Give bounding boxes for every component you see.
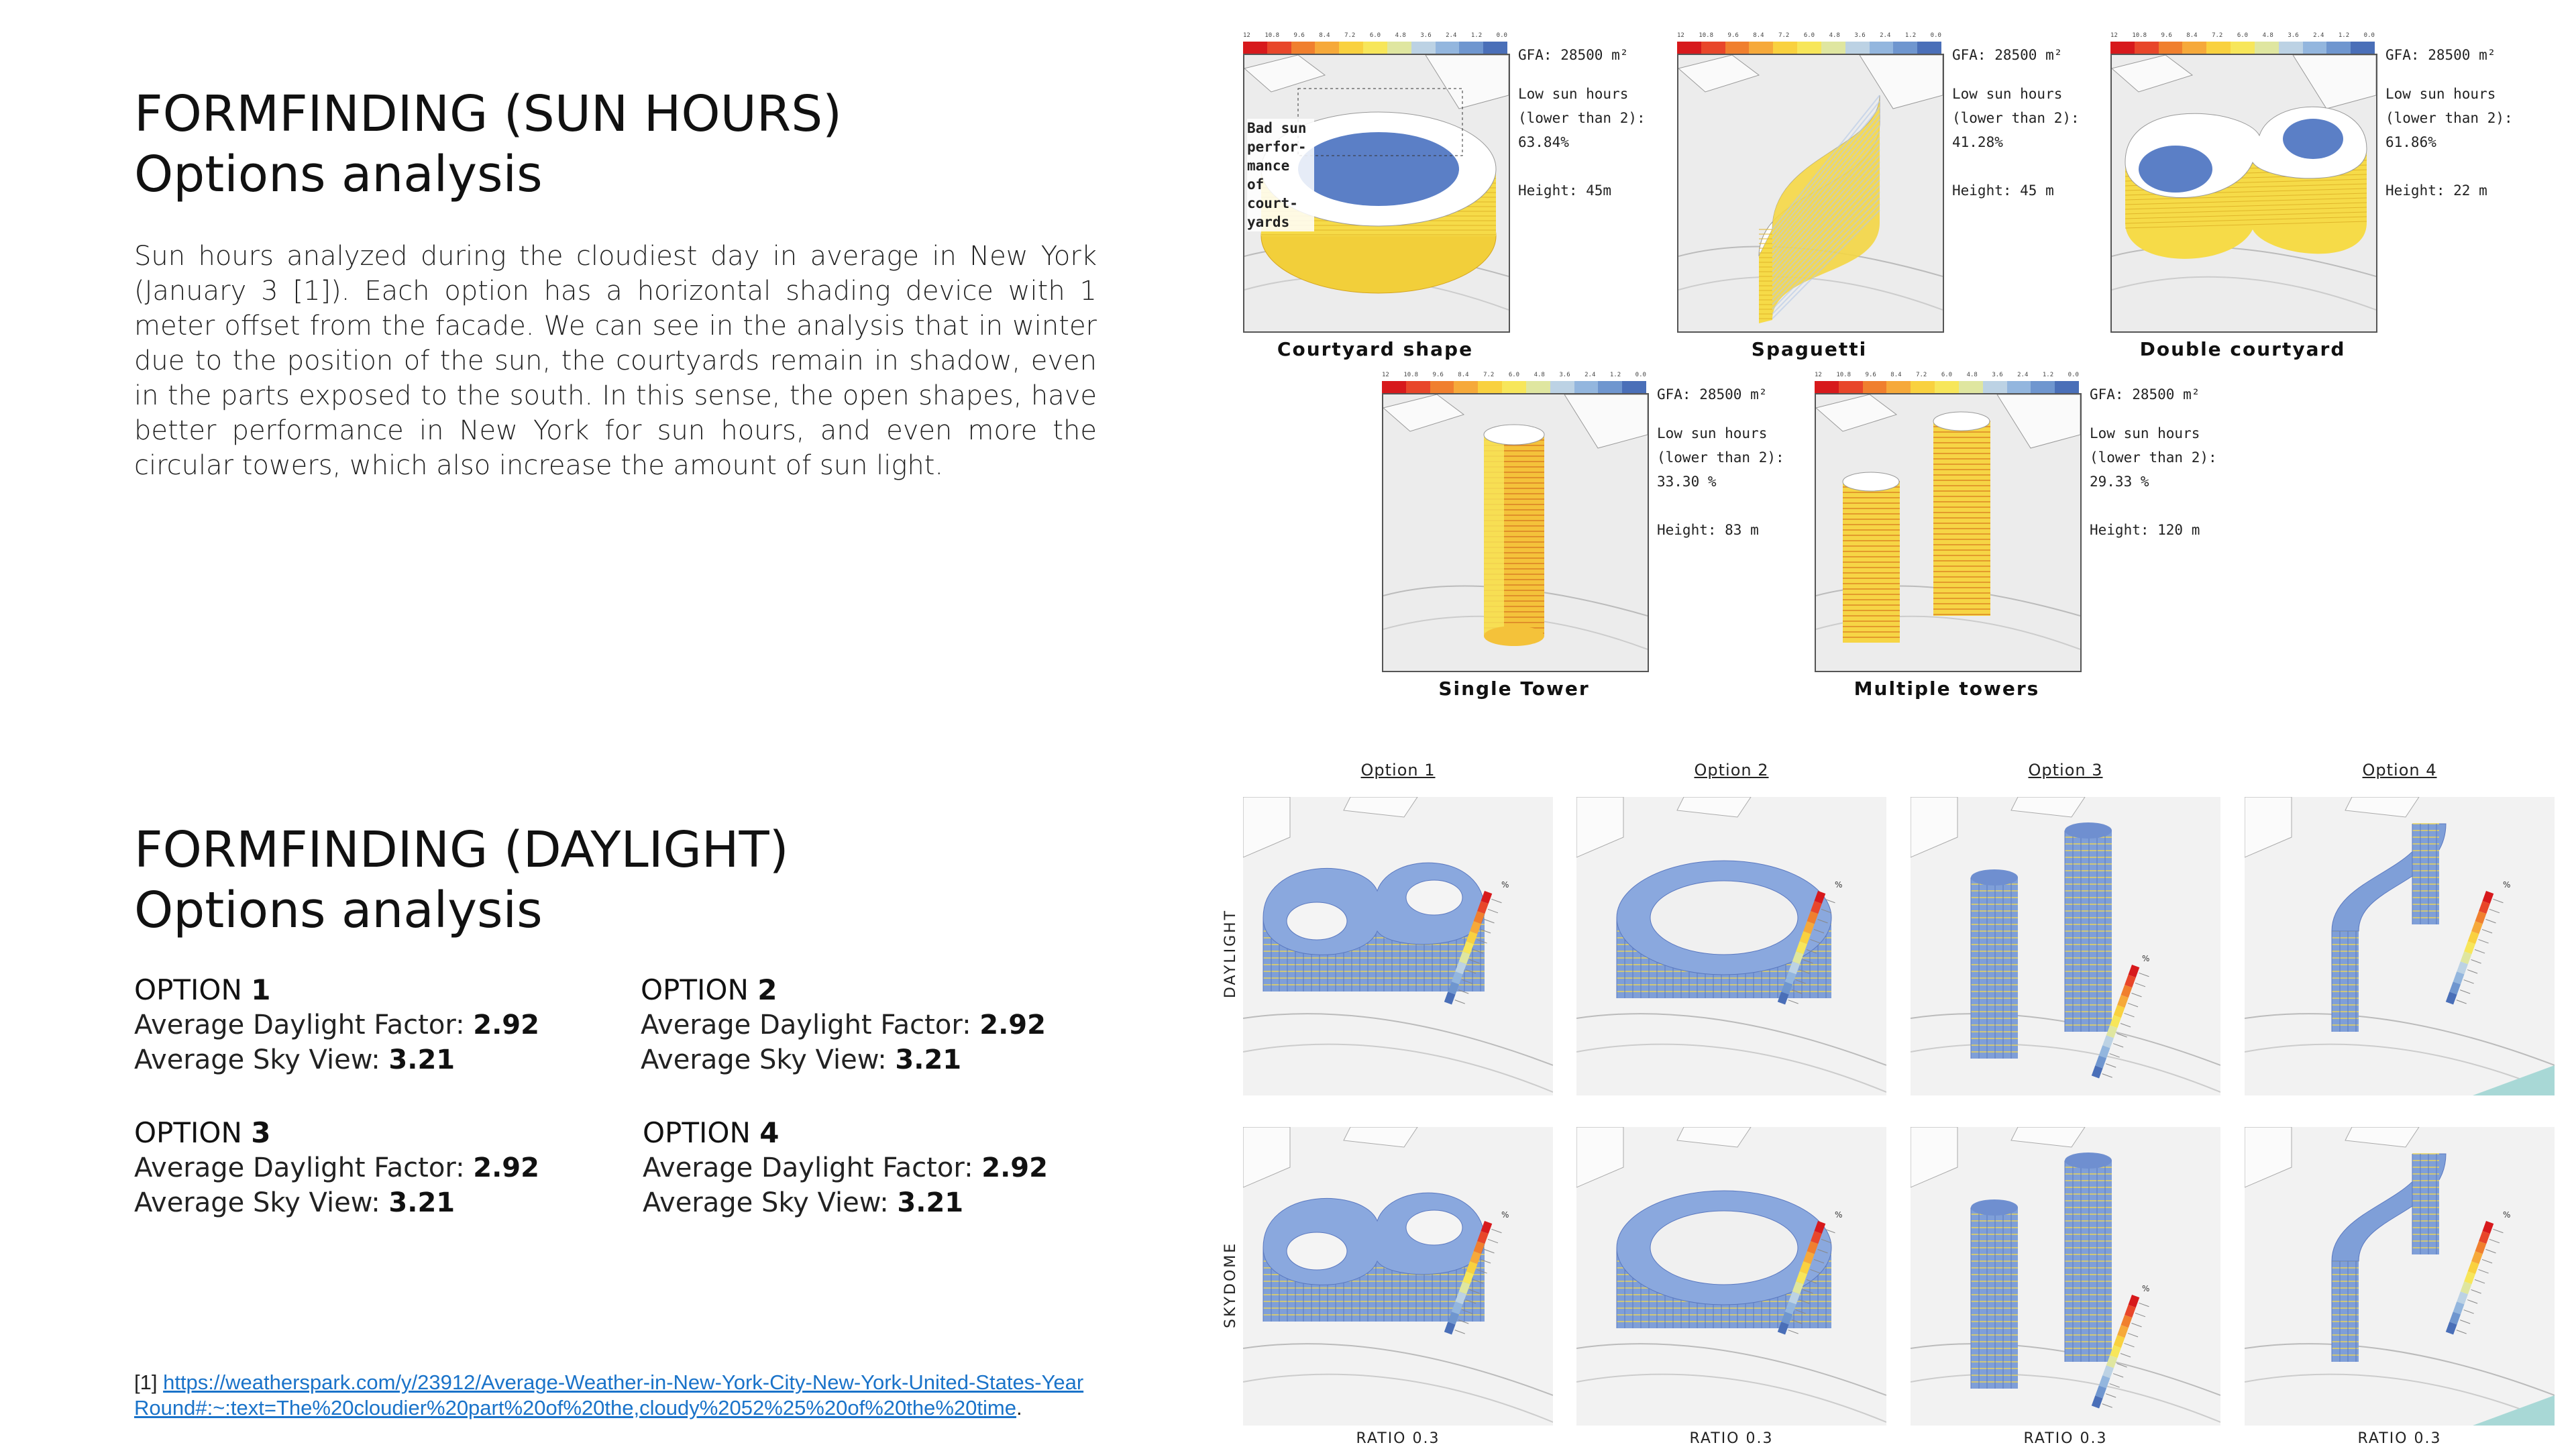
option-block-1 bbox=[134, 973, 577, 1077]
legend-swatch bbox=[1815, 381, 1839, 393]
legend-swatch bbox=[2351, 42, 2375, 54]
scale-unit: % bbox=[1501, 1210, 1509, 1220]
legend-value: 1.2 bbox=[2042, 372, 2054, 378]
legend-value: 8.4 bbox=[1458, 372, 1469, 378]
scale-unit: % bbox=[2503, 880, 2511, 890]
low-sun-label: Low sun hours bbox=[1518, 86, 1629, 102]
legend-value: 9.6 bbox=[1865, 372, 1876, 378]
legend-swatch bbox=[2255, 42, 2279, 54]
legend-swatch bbox=[2303, 42, 2327, 54]
low-sun-percent: 61.86% bbox=[2385, 134, 2436, 150]
legend-swatch bbox=[2031, 381, 2055, 393]
daylight-panel-r2-c2 bbox=[1576, 1127, 1886, 1426]
ratio-label: RATIO 0.3 bbox=[1689, 1430, 1774, 1447]
sun-hours-render bbox=[1678, 55, 1943, 330]
legend-value: 2.4 bbox=[2017, 372, 2029, 378]
legend-value: 9.6 bbox=[1432, 372, 1444, 378]
grid-option-head-1: Option 1 bbox=[1360, 761, 1436, 780]
legend-value: 12 bbox=[1382, 372, 1389, 378]
reference-link-line2: Round#:~:text=The%20cloudier%20part%20of%20the,cloudy%2052%25%20of%20the%20time bbox=[134, 1396, 1016, 1419]
daylight-title-line1: FORMFINDING (DAYLIGHT) bbox=[134, 821, 789, 879]
reference-suffix: . bbox=[1016, 1396, 1022, 1419]
grid-option-head-2: Option 2 bbox=[1694, 761, 1769, 780]
legend-value: 4.8 bbox=[1534, 372, 1545, 378]
legend-swatch bbox=[2279, 42, 2303, 54]
legend-swatch bbox=[1749, 42, 1773, 54]
legend-swatch bbox=[2206, 42, 2231, 54]
option-label: OPTION bbox=[134, 1116, 242, 1149]
low-sun-threshold: (lower than 2): bbox=[1952, 110, 2080, 126]
legend-value: 10.8 bbox=[1699, 32, 1714, 39]
legend-values bbox=[1815, 372, 2079, 378]
daylight-panel-r1-c2 bbox=[1576, 797, 1886, 1095]
sun-hours-legend-bar bbox=[2110, 42, 2375, 54]
sun-hours-info bbox=[2090, 382, 2244, 542]
legend-swatch bbox=[1502, 381, 1526, 393]
legend-value: 7.2 bbox=[1483, 372, 1495, 378]
gfa-text: GFA: 28500 m² bbox=[1657, 386, 1768, 402]
legend-swatch bbox=[2159, 42, 2183, 54]
legend-value: 6.0 bbox=[1941, 372, 1953, 378]
spacer bbox=[2385, 154, 2540, 178]
legend-value: 1.2 bbox=[1904, 32, 1917, 39]
sun-hours-panel-2 bbox=[1677, 54, 1944, 333]
gfa-text: GFA: 28500 m² bbox=[1518, 47, 1629, 63]
gfa-text: GFA: 28500 m² bbox=[2090, 386, 2200, 402]
option-block-4 bbox=[643, 1116, 1099, 1220]
legend-value: 8.4 bbox=[2186, 32, 2198, 39]
legend-value: 12 bbox=[1815, 372, 1822, 378]
legend-swatch bbox=[1430, 381, 1454, 393]
sky-view-line bbox=[134, 1042, 577, 1077]
low-sun-label: Low sun hours bbox=[2090, 425, 2200, 441]
option-block-2 bbox=[641, 973, 1097, 1077]
sun-title-line2: Options analysis bbox=[134, 146, 543, 203]
legend-values bbox=[1677, 32, 1941, 39]
legend-swatch bbox=[1886, 381, 1911, 393]
height-text: Height: 22 m bbox=[2385, 182, 2487, 199]
legend-swatch bbox=[1893, 42, 1917, 54]
legend-swatch bbox=[2110, 42, 2135, 54]
daylight-render bbox=[1911, 797, 2220, 1095]
legend-value: 3.6 bbox=[1992, 372, 2003, 378]
legend-swatch bbox=[1243, 42, 1267, 54]
legend-swatch bbox=[1550, 381, 1574, 393]
legend-swatch bbox=[1363, 42, 1387, 54]
sun-option-caption: Spaguetti bbox=[1751, 338, 1868, 360]
legend-swatch bbox=[1339, 42, 1363, 54]
legend-value: 6.0 bbox=[1369, 32, 1381, 39]
low-sun-percent: 29.33 % bbox=[2090, 474, 2149, 490]
grid-option-head-3: Option 3 bbox=[2028, 761, 2103, 780]
legend-value: 12 bbox=[1243, 32, 1250, 39]
sky-view-line bbox=[641, 1042, 1097, 1077]
sun-option-caption: Multiple towers bbox=[1854, 678, 2040, 700]
sky-view-line bbox=[643, 1185, 1099, 1220]
sun-hours-legend-bar bbox=[1243, 42, 1507, 54]
sun-hours-info bbox=[2385, 43, 2540, 203]
sv-value: 3.21 bbox=[388, 1044, 455, 1075]
legend-swatch bbox=[1387, 42, 1411, 54]
legend-value: 6.0 bbox=[2237, 32, 2249, 39]
scale-unit: % bbox=[1835, 880, 1843, 890]
sun-hours-info bbox=[1952, 43, 2106, 203]
legend-value: 2.4 bbox=[1585, 372, 1596, 378]
legend-value: 0.0 bbox=[2068, 372, 2079, 378]
spacer bbox=[1952, 154, 2106, 178]
scale-unit: % bbox=[1835, 1210, 1843, 1220]
ratio-label: RATIO 0.3 bbox=[2023, 1430, 2108, 1447]
sun-title-line1: FORMFINDING (SUN HOURS) bbox=[134, 85, 843, 143]
reference-link-line1: https://weatherspark.com/y/23912/Average-Weather-in-New-York-City-New-York-United-States-Year bbox=[163, 1371, 1084, 1394]
legend-swatch bbox=[1821, 42, 1845, 54]
sv-label: Average Sky View: bbox=[134, 1187, 380, 1218]
df-value: 2.92 bbox=[979, 1010, 1046, 1040]
legend-value: 6.0 bbox=[1508, 372, 1520, 378]
option-title bbox=[134, 1116, 577, 1150]
legend-value: 3.6 bbox=[1420, 32, 1432, 39]
legend-swatch bbox=[1267, 42, 1291, 54]
legend-value: 8.4 bbox=[1753, 32, 1764, 39]
low-sun-label: Low sun hours bbox=[1657, 425, 1768, 441]
daylight-panel-r2-c1 bbox=[1243, 1127, 1553, 1426]
legend-swatch bbox=[1839, 381, 1863, 393]
legend-value: 7.2 bbox=[1916, 372, 1927, 378]
low-sun-threshold: (lower than 2): bbox=[1657, 449, 1784, 466]
legend-swatch bbox=[2055, 381, 2079, 393]
daylight-render bbox=[1243, 797, 1553, 1095]
grid-row-label-skydome: SKYDOME bbox=[1222, 1241, 1239, 1328]
sun-hours-panel-5 bbox=[1815, 393, 2082, 672]
legend-swatch bbox=[1983, 381, 2007, 393]
legend-swatch bbox=[1870, 42, 1894, 54]
low-sun-percent: 63.84% bbox=[1518, 134, 1569, 150]
legend-swatch bbox=[1917, 42, 1941, 54]
daylight-factor-line bbox=[134, 1150, 577, 1185]
legend-value: 3.6 bbox=[1854, 32, 1866, 39]
sun-hours-render bbox=[1816, 394, 2080, 669]
legend-value: 7.2 bbox=[1778, 32, 1790, 39]
reference-note bbox=[134, 1370, 1167, 1421]
reference-prefix: [1] bbox=[134, 1371, 164, 1394]
height-text: Height: 83 m bbox=[1657, 522, 1759, 538]
low-sun-percent: 41.28% bbox=[1952, 134, 2003, 150]
sv-value: 3.21 bbox=[388, 1187, 455, 1218]
ratio-label: RATIO 0.3 bbox=[1356, 1430, 1440, 1447]
gfa-text: GFA: 28500 m² bbox=[1952, 47, 2063, 63]
legend-swatch bbox=[1454, 381, 1478, 393]
legend-values bbox=[2110, 32, 2375, 39]
legend-swatch bbox=[2182, 42, 2206, 54]
option-block-3 bbox=[134, 1116, 577, 1220]
ratio-label: RATIO 0.3 bbox=[2357, 1430, 2442, 1447]
legend-value: 2.4 bbox=[1880, 32, 1891, 39]
legend-swatch bbox=[1411, 42, 1436, 54]
legend-value: 4.8 bbox=[1829, 32, 1840, 39]
sun-hours-info bbox=[1518, 43, 1672, 203]
legend-swatch bbox=[1478, 381, 1502, 393]
legend-swatch bbox=[1935, 381, 1959, 393]
legend-swatch bbox=[1845, 42, 1870, 54]
legend-value: 8.4 bbox=[1319, 32, 1330, 39]
daylight-panel-r2-c4 bbox=[2245, 1127, 2555, 1426]
scale-unit: % bbox=[2142, 1284, 2150, 1293]
legend-swatch bbox=[2135, 42, 2159, 54]
grid-option-head-4: Option 4 bbox=[2362, 761, 2437, 780]
legend-values bbox=[1382, 372, 1646, 378]
daylight-factor-line bbox=[641, 1008, 1097, 1042]
grid-row-label-daylight: DAYLIGHT bbox=[1222, 908, 1239, 998]
legend-swatch bbox=[1959, 381, 1983, 393]
legend-value: 10.8 bbox=[1403, 372, 1419, 378]
sun-option-caption: Double courtyard bbox=[2139, 338, 2346, 360]
legend-swatch bbox=[1315, 42, 1339, 54]
sun-hours-legend-bar bbox=[1815, 381, 2079, 393]
legend-value: 9.6 bbox=[1727, 32, 1739, 39]
legend-swatch bbox=[1701, 42, 1725, 54]
legend-value: 9.6 bbox=[2161, 32, 2172, 39]
legend-value: 12 bbox=[1677, 32, 1684, 39]
legend-swatch bbox=[1863, 381, 1887, 393]
option-title bbox=[134, 973, 577, 1008]
legend-value: 0.0 bbox=[1496, 32, 1507, 39]
legend-swatch bbox=[1797, 42, 1821, 54]
sv-label: Average Sky View: bbox=[643, 1187, 889, 1218]
option-title bbox=[643, 1116, 1099, 1150]
sv-value: 3.21 bbox=[895, 1044, 962, 1075]
sun-hours-panel-1 bbox=[1243, 54, 1510, 333]
sky-view-line bbox=[134, 1185, 577, 1220]
sun-hours-panel-3 bbox=[2110, 54, 2377, 333]
sun-hours-legend-bar bbox=[1382, 381, 1646, 393]
legend-swatch bbox=[1459, 42, 1483, 54]
legend-swatch bbox=[1436, 42, 1460, 54]
daylight-factor-line bbox=[643, 1150, 1099, 1185]
daylight-render bbox=[2245, 797, 2555, 1095]
sun-hours-info bbox=[1657, 382, 1811, 542]
option-number: 3 bbox=[251, 1116, 271, 1149]
df-label: Average Daylight Factor: bbox=[641, 1010, 971, 1040]
scale-unit: % bbox=[2142, 954, 2150, 963]
sv-label: Average Sky View: bbox=[134, 1044, 380, 1075]
legend-value: 4.8 bbox=[1395, 32, 1406, 39]
legend-swatch bbox=[2326, 42, 2351, 54]
daylight-render bbox=[2245, 1127, 2555, 1426]
daylight-panel-r2-c3 bbox=[1911, 1127, 2220, 1426]
sun-hours-render bbox=[2112, 55, 2376, 330]
legend-value: 2.4 bbox=[1446, 32, 1457, 39]
legend-value: 3.6 bbox=[2288, 32, 2299, 39]
sv-value: 3.21 bbox=[897, 1187, 964, 1218]
df-label: Average Daylight Factor: bbox=[134, 1152, 465, 1183]
option-label: OPTION bbox=[641, 973, 749, 1006]
legend-value: 3.6 bbox=[1559, 372, 1570, 378]
daylight-panel-r1-c4 bbox=[2245, 797, 2555, 1095]
low-sun-threshold: (lower than 2): bbox=[2385, 110, 2513, 126]
df-label: Average Daylight Factor: bbox=[643, 1152, 973, 1183]
low-sun-percent: 33.30 % bbox=[1657, 474, 1717, 490]
reference-link[interactable] bbox=[134, 1371, 1083, 1419]
low-sun-label: Low sun hours bbox=[1952, 86, 2063, 102]
sun-hours-legend-bar bbox=[1677, 42, 1941, 54]
daylight-factor-line bbox=[134, 1008, 577, 1042]
low-sun-threshold: (lower than 2): bbox=[2090, 449, 2217, 466]
option-label: OPTION bbox=[134, 973, 242, 1006]
legend-swatch bbox=[1526, 381, 1550, 393]
low-sun-threshold: (lower than 2): bbox=[1518, 110, 1646, 126]
legend-value: 2.4 bbox=[2313, 32, 2324, 39]
option-title bbox=[641, 973, 1097, 1008]
legend-value: 4.8 bbox=[1966, 372, 1978, 378]
scale-unit: % bbox=[2503, 1210, 2511, 1220]
legend-swatch bbox=[2007, 381, 2031, 393]
daylight-panel-r1-c3 bbox=[1911, 797, 2220, 1095]
legend-value: 12 bbox=[2110, 32, 2118, 39]
legend-value: 0.0 bbox=[1930, 32, 1941, 39]
sun-hours-panel-4 bbox=[1382, 393, 1649, 672]
legend-value: 8.4 bbox=[1890, 372, 1902, 378]
sv-label: Average Sky View: bbox=[641, 1044, 887, 1075]
df-value: 2.92 bbox=[473, 1010, 539, 1040]
legend-value: 7.2 bbox=[2212, 32, 2223, 39]
legend-value: 1.2 bbox=[2338, 32, 2350, 39]
legend-swatch bbox=[1725, 42, 1750, 54]
option-number: 4 bbox=[759, 1116, 780, 1149]
legend-values bbox=[1243, 32, 1507, 39]
daylight-render bbox=[1576, 797, 1886, 1095]
spacer bbox=[1518, 154, 1672, 178]
legend-value: 10.8 bbox=[2132, 32, 2147, 39]
height-text: Height: 45 m bbox=[1952, 182, 2054, 199]
df-label: Average Daylight Factor: bbox=[134, 1010, 465, 1040]
spacer bbox=[2090, 494, 2244, 518]
legend-value: 4.8 bbox=[2262, 32, 2273, 39]
legend-swatch bbox=[1382, 381, 1406, 393]
scale-unit: % bbox=[1501, 880, 1509, 890]
legend-swatch bbox=[1406, 381, 1430, 393]
daylight-render bbox=[1243, 1127, 1553, 1426]
legend-value: 6.0 bbox=[1803, 32, 1815, 39]
legend-value: 0.0 bbox=[2363, 32, 2375, 39]
legend-value: 1.2 bbox=[1609, 372, 1621, 378]
daylight-panel-r1-c1 bbox=[1243, 797, 1553, 1095]
legend-swatch bbox=[1622, 381, 1646, 393]
legend-swatch bbox=[1598, 381, 1622, 393]
sun-paragraph: Sun hours analyzed during the cloudiest day in average in New York (January 3 [1]). Each option has a horizontal shading device with 1 meter offset from the facade. We can see in the analysis that in winter due to the position of the sun, the courtyards remain in shadow, even in the parts exposed to the south. In this sense, the open shapes, have better performance in New York for sun hours, and even more the circular towers, which also increase the amount of sun light. bbox=[134, 241, 1097, 481]
gfa-text: GFA: 28500 m² bbox=[2385, 47, 2496, 63]
legend-value: 7.2 bbox=[1344, 32, 1356, 39]
legend-value: 0.0 bbox=[1635, 372, 1646, 378]
height-text: Height: 120 m bbox=[2090, 522, 2200, 538]
legend-swatch bbox=[1574, 381, 1599, 393]
legend-value: 1.2 bbox=[1470, 32, 1483, 39]
legend-swatch bbox=[1677, 42, 1701, 54]
daylight-render bbox=[1911, 1127, 2220, 1426]
height-text: Height: 45m bbox=[1518, 182, 1612, 199]
df-value: 2.92 bbox=[473, 1152, 539, 1183]
low-sun-label: Low sun hours bbox=[2385, 86, 2496, 102]
option-label: OPTION bbox=[643, 1116, 751, 1149]
sun-hours-render bbox=[1383, 394, 1648, 669]
option-number: 2 bbox=[757, 973, 777, 1006]
legend-value: 10.8 bbox=[1836, 372, 1851, 378]
legend-swatch bbox=[2231, 42, 2255, 54]
legend-swatch bbox=[1773, 42, 1797, 54]
df-value: 2.92 bbox=[981, 1152, 1048, 1183]
spacer bbox=[1657, 494, 1811, 518]
daylight-title-line2: Options analysis bbox=[134, 881, 543, 939]
courtyard-note: Bad sun perfor- mance of court- yards bbox=[1247, 119, 1314, 231]
daylight-render bbox=[1576, 1127, 1886, 1426]
sun-option-caption: Courtyard shape bbox=[1277, 338, 1474, 360]
legend-value: 9.6 bbox=[1293, 32, 1305, 39]
legend-swatch bbox=[1911, 381, 1935, 393]
sun-option-caption: Single Tower bbox=[1438, 678, 1590, 700]
legend-swatch bbox=[1291, 42, 1316, 54]
legend-swatch bbox=[1483, 42, 1507, 54]
legend-value: 10.8 bbox=[1265, 32, 1280, 39]
option-number: 1 bbox=[251, 973, 271, 1006]
